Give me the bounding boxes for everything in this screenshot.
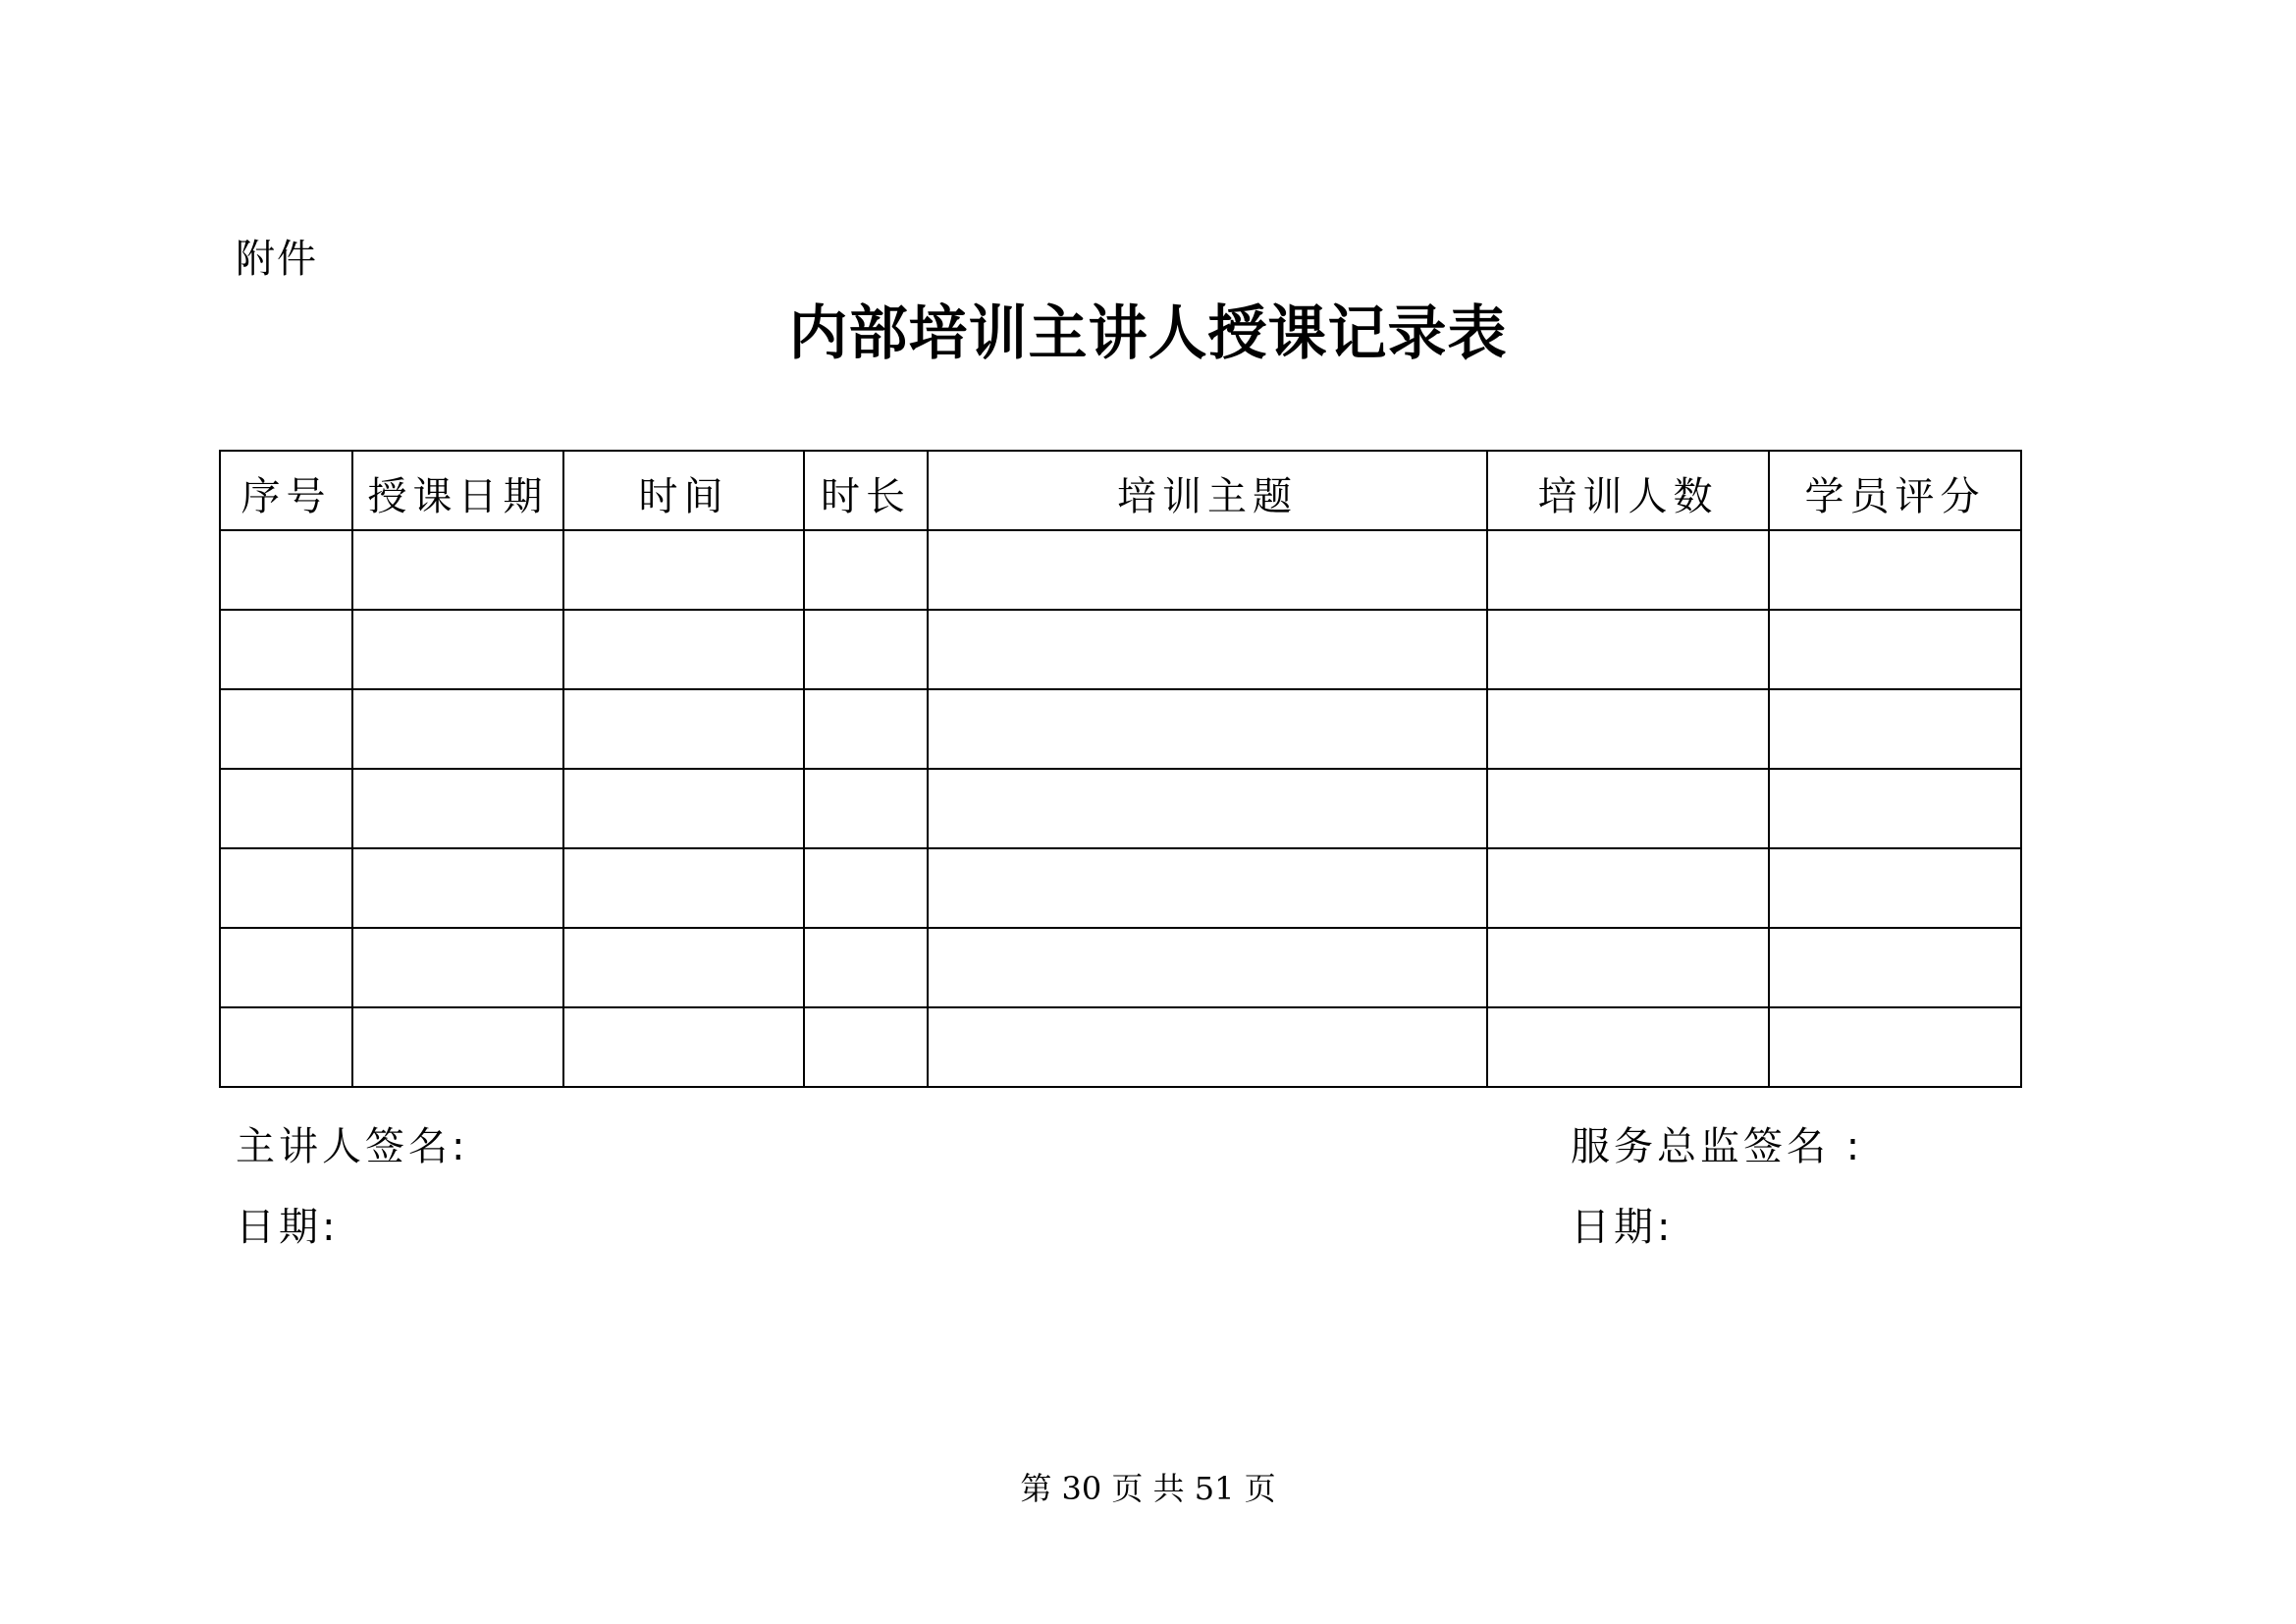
table-cell[interactable]: [928, 1007, 1487, 1087]
table-cell[interactable]: [1769, 610, 2021, 689]
table-cell[interactable]: [1487, 928, 1769, 1007]
column-header-lecture-date: 授课日期: [352, 451, 563, 530]
director-signature-label: 服务总监签名 :: [1571, 1124, 1864, 1169]
table-cell[interactable]: [804, 689, 928, 769]
table-cell[interactable]: [352, 848, 563, 928]
table-cell[interactable]: [563, 530, 804, 610]
table-cell[interactable]: [352, 769, 563, 848]
table-cell[interactable]: [1769, 848, 2021, 928]
lecturer-date-label: 日期:: [236, 1205, 340, 1250]
table-cell[interactable]: [352, 1007, 563, 1087]
table-row: [220, 928, 2021, 1007]
table-cell[interactable]: [1769, 769, 2021, 848]
table-cell[interactable]: [563, 769, 804, 848]
table-cell[interactable]: [1487, 1007, 1769, 1087]
table-header-row: [220, 451, 2021, 530]
table-cell[interactable]: [352, 689, 563, 769]
training-record-table: [219, 450, 2022, 1088]
page-number-footer: 第 30 页 共 51 页: [1020, 1470, 1276, 1507]
table-cell[interactable]: [563, 689, 804, 769]
table-cell[interactable]: [1487, 848, 1769, 928]
lecturer-signature-label: 主讲人签名:: [236, 1124, 469, 1169]
table-cell[interactable]: [220, 928, 352, 1007]
table-cell[interactable]: [352, 928, 563, 1007]
table-cell[interactable]: [928, 530, 1487, 610]
column-header-duration: 时长: [804, 451, 928, 530]
table-cell[interactable]: [220, 848, 352, 928]
table-cell[interactable]: [220, 689, 352, 769]
table-cell[interactable]: [1487, 530, 1769, 610]
table-cell[interactable]: [220, 530, 352, 610]
table-cell[interactable]: [220, 1007, 352, 1087]
table-cell[interactable]: [220, 610, 352, 689]
table-row: [220, 610, 2021, 689]
table-cell[interactable]: [804, 848, 928, 928]
table-row: [220, 689, 2021, 769]
table-cell[interactable]: [220, 769, 352, 848]
table-cell[interactable]: [352, 530, 563, 610]
table-row: [220, 848, 2021, 928]
table-cell[interactable]: [1769, 1007, 2021, 1087]
table-cell[interactable]: [563, 610, 804, 689]
table-cell[interactable]: [1487, 689, 1769, 769]
table-cell[interactable]: [928, 848, 1487, 928]
table-cell[interactable]: [804, 530, 928, 610]
table-cell[interactable]: [928, 689, 1487, 769]
annex-label: 附件: [236, 237, 318, 282]
table-cell[interactable]: [563, 1007, 804, 1087]
column-header-serial-number: 序号: [220, 451, 352, 530]
table-cell[interactable]: [1769, 689, 2021, 769]
table-cell[interactable]: [1487, 769, 1769, 848]
table-cell[interactable]: [928, 769, 1487, 848]
table-cell[interactable]: [563, 928, 804, 1007]
table-cell[interactable]: [352, 610, 563, 689]
table-row: [220, 769, 2021, 848]
table-cell[interactable]: [1769, 928, 2021, 1007]
table-cell[interactable]: [804, 1007, 928, 1087]
column-header-student-rating: 学员评分: [1769, 451, 2021, 530]
column-header-training-topic: 培训主题: [928, 451, 1487, 530]
column-header-time: 时间: [563, 451, 804, 530]
table-cell[interactable]: [1769, 530, 2021, 610]
table-cell[interactable]: [1487, 610, 1769, 689]
table-cell[interactable]: [928, 928, 1487, 1007]
table-row: [220, 1007, 2021, 1087]
document-title: 内部培训主讲人授课记录表: [788, 299, 1508, 368]
table-cell[interactable]: [563, 848, 804, 928]
column-header-attendee-count: 培训人数: [1487, 451, 1769, 530]
table-cell[interactable]: [804, 928, 928, 1007]
director-date-label: 日期:: [1571, 1205, 1675, 1250]
table-cell[interactable]: [804, 610, 928, 689]
table-cell[interactable]: [804, 769, 928, 848]
table-row: [220, 530, 2021, 610]
table-cell[interactable]: [928, 610, 1487, 689]
